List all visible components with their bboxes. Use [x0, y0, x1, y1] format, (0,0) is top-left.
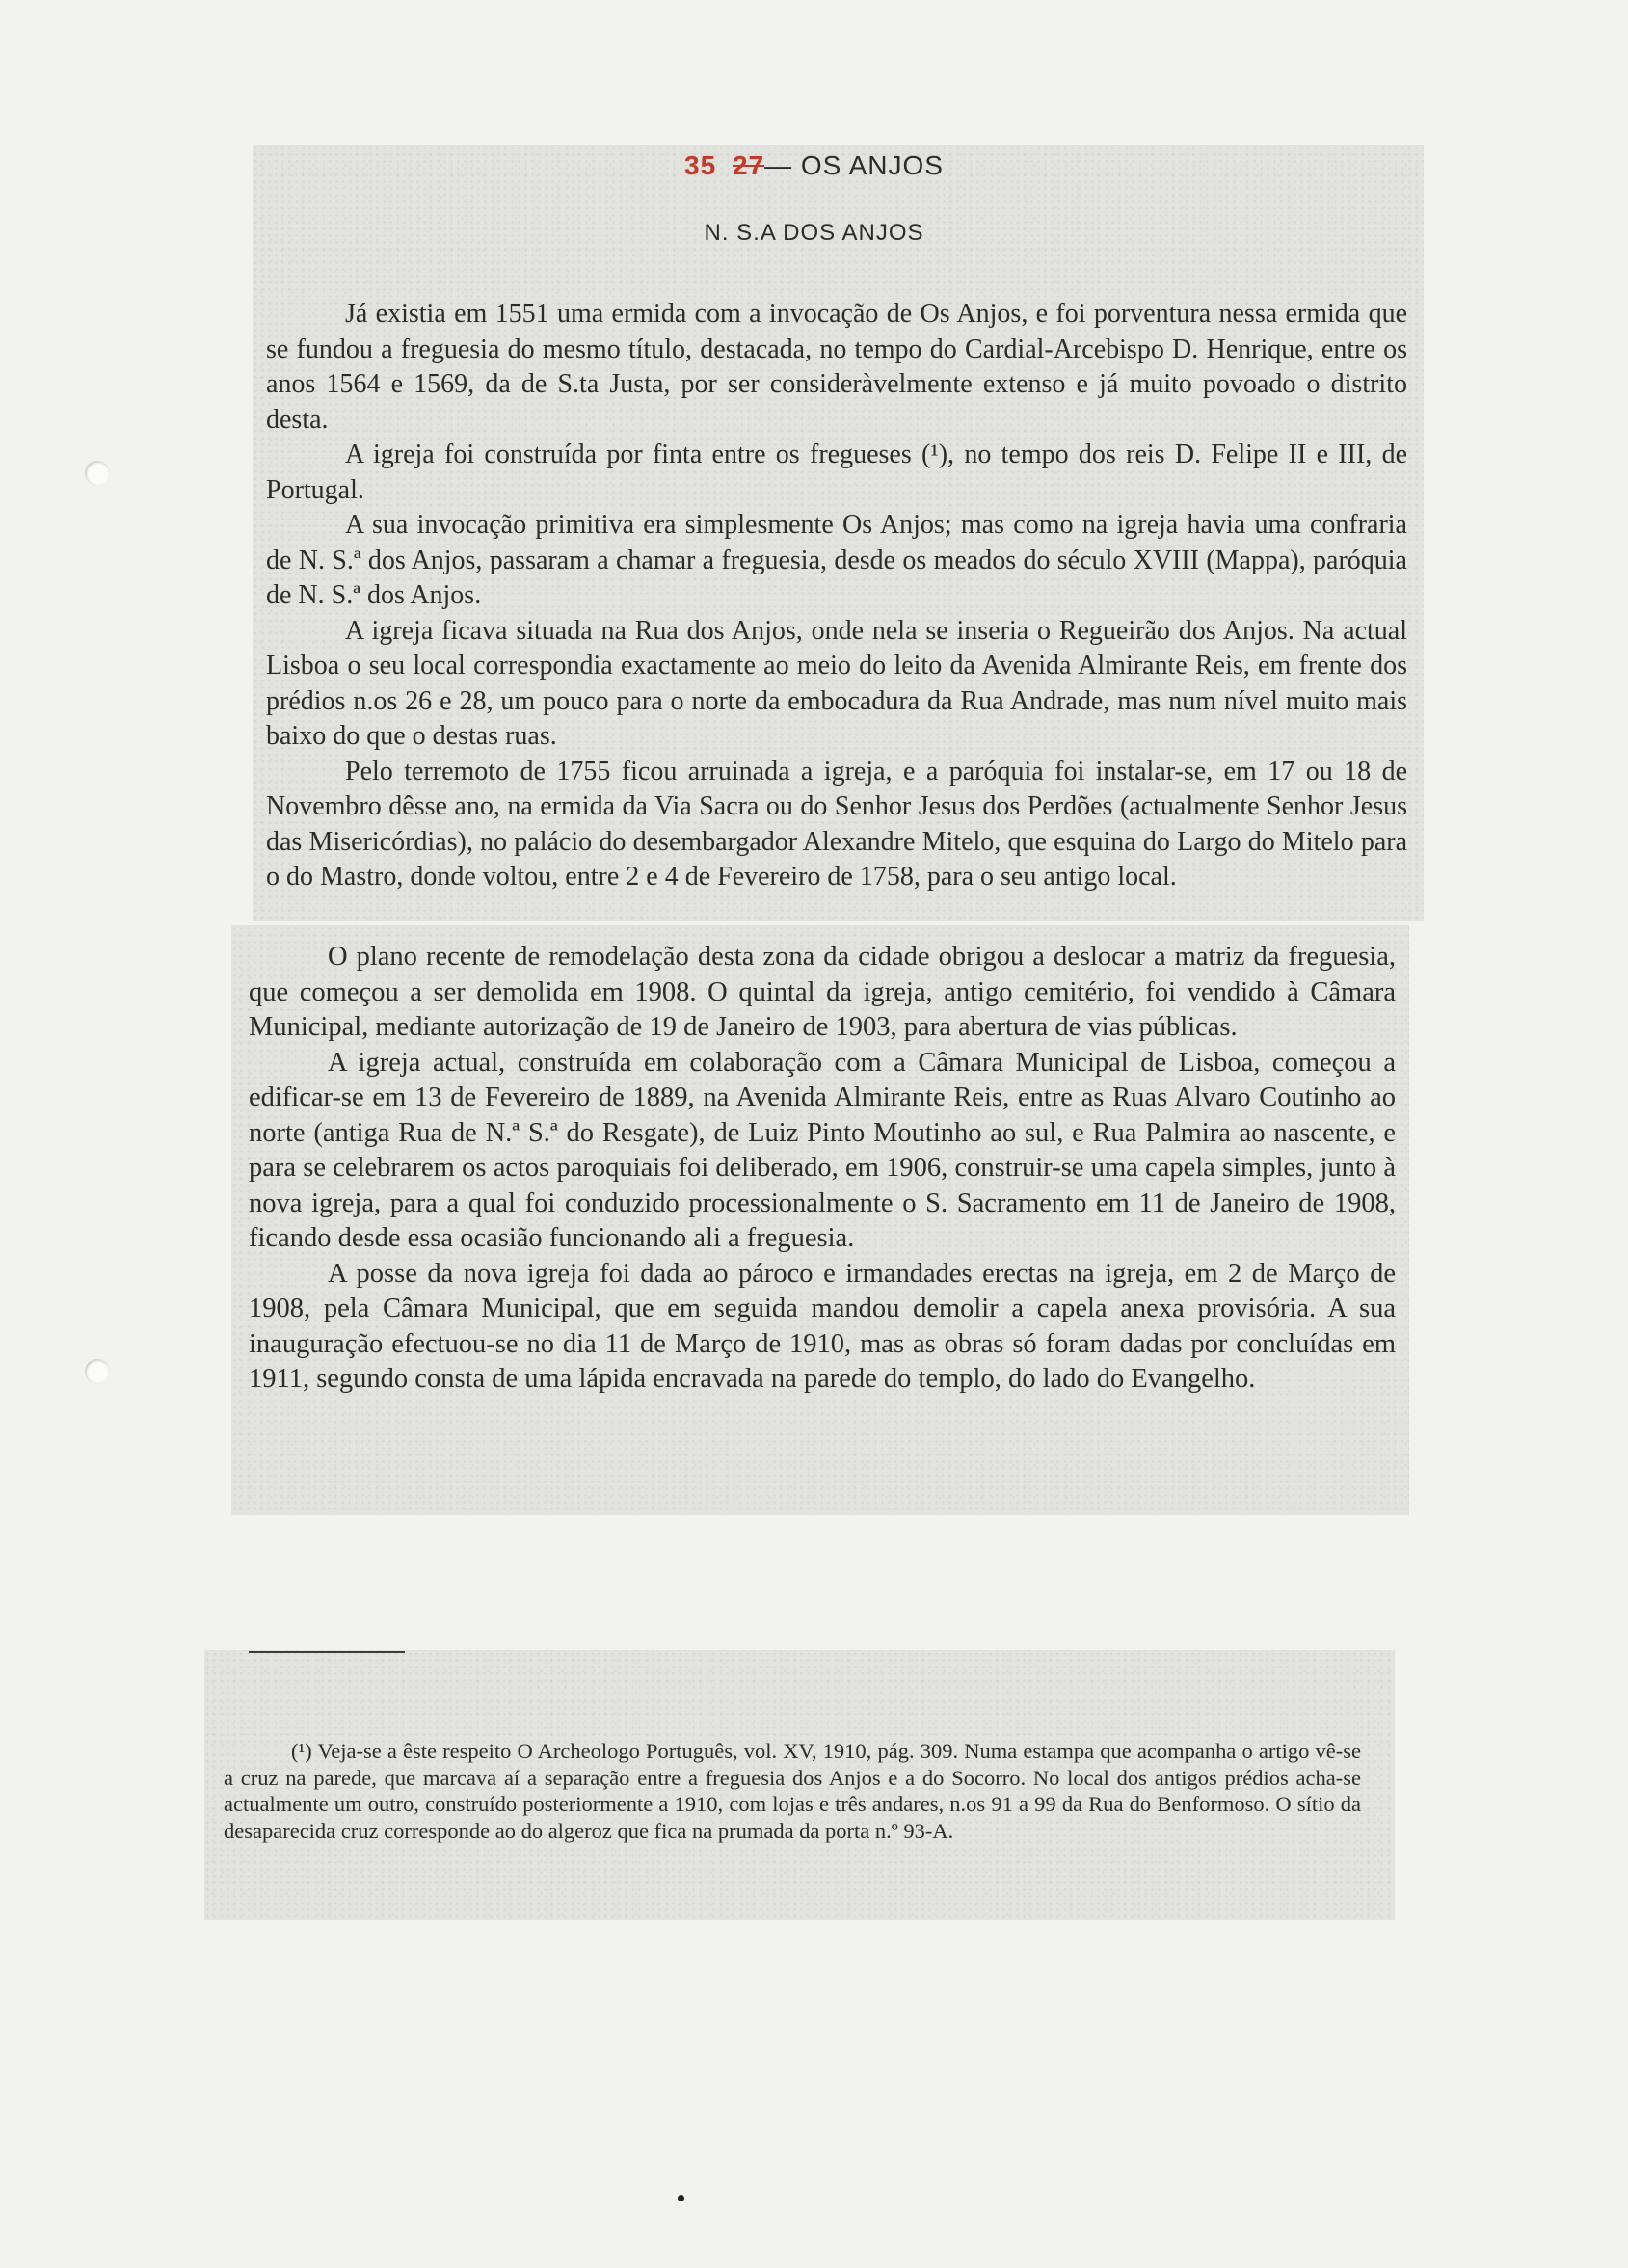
paragraph-3: A sua invocação primitiva era simplesmente Os Anjos; mas como na igreja havia uma confraria de N. S.ª dos Anjos, passaram a chamar a freguesia, desde os meados do século XVIII (Mappa), paróquia de N. S.ª dos Anjos.	[266, 510, 1407, 610]
page-subtitle: N. S.A DOS ANJOS	[704, 220, 924, 246]
crossed-page-number: 27	[732, 150, 765, 180]
paragraph-4: A igreja ficava situada na Rua dos Anjos, onde nela se inseria o Regueirão dos Anjos. Na actual Lisboa o seu local correspondia exactamente ao meio do leito da Avenida Almirante Reis, em frente dos prédios n.os 26 e 28, um pouco para o norte da embocadura da Rua Andrade, mas num nível muito mais baixo do que o destas ruas.	[266, 615, 1407, 751]
body-text-lower	[249, 940, 1396, 1398]
punch-hole-top	[85, 461, 110, 486]
footnote	[224, 1738, 1361, 1844]
section-title: — OS ANJOS	[764, 150, 944, 180]
page-mark-dot	[678, 2195, 684, 2201]
page-header	[0, 150, 1628, 181]
body-text-upper	[266, 297, 1407, 895]
paragraph-8: A posse da nova igreja foi dada ao pároco e irmandades erectas na igreja, em 2 de Março de 1908, pela Câmara Municipal, que em seguida mandou demolir a capela anexa provisória. A sua inauguração efectuou-se no dia 11 de Março de 1910, mas as obras só foram dadas por concluídas em 1911, segundo consta de uma lápida encravada na parede do templo, do lado do Evangelho.	[249, 1258, 1396, 1394]
paragraph-6: O plano recente de remodelação desta zona da cidade obrigou a deslocar a matriz da freguesia, que começou a ser demolida em 1908. O quintal da igreja, antigo cemitério, foi vendido à Câmara Municipal, mediante autorização de 19 de Janeiro de 1903, para abertura de vias públicas.	[249, 942, 1396, 1042]
paragraph-5: Pelo terremoto de 1755 ficou arruinada a igreja, e a paróquia foi instalar-se, em 17 ou 18 de Novembro dêsse ano, na ermida da Via Sacra ou do Senhor Jesus dos Perdões (actualmente Senhor Jesus das Misericórdias), no palácio do desembargador Alexandre Mitelo, que esquina do Largo do Mitelo para o do Mastro, donde voltou, entre 2 e 4 de Fevereiro de 1758, para o seu antigo local.	[266, 756, 1407, 892]
footnote-rule	[249, 1651, 405, 1653]
punch-hole-bottom	[85, 1359, 110, 1384]
paragraph-7: A igreja actual, construída em colaboração com a Câmara Municipal de Lisboa, começou a edificar-se em 13 de Fevereiro de 1889, na Avenida Almirante Reis, entre as Ruas Alvaro Coutinho ao norte (antiga Rua de N.ª S.ª do Resgate), de Luiz Pinto Moutinho ao sul, e Rua Palmira ao nascente, e para se celebrarem os actos paroquiais foi deliberado, em 1906, construir-se uma capela simples, junto à nova igreja, para a qual foi conduzido processionalmente o S. Sacramento em 11 de Janeiro de 1908, ficando desde essa ocasião funcionando ali a freguesia.	[249, 1047, 1396, 1253]
footnote-text: (¹) Veja-se a êste respeito O Archeologo Português, vol. XV, 1910, pág. 309. Numa estampa que acompanha o artigo vê-se a cruz na parede, que marcava aí a separação entre a freguesia dos Anjos e a do Socorro. No local dos antigos prédios acha-se actualmente um outro, construído posteriormente a 1910, com lojas e três andares, n.os 91 a 99 da Rua do Benformoso. O sítio da desaparecida cruz corresponde ao do algeroz que fica na prumada da porta n.º 93-A.	[224, 1739, 1361, 1843]
page-number: 35	[684, 150, 717, 180]
paragraph-1: Já existia em 1551 uma ermida com a invocação de Os Anjos, e foi porventura nessa ermida que se fundou a freguesia do mesmo título, destacada, no tempo do Cardial-Arcebispo D. Henrique, entre os anos 1564 e 1569, da de S.ta Justa, por ser consideràvelmente extenso e já muito povoado o distrito desta.	[266, 299, 1407, 435]
paragraph-2: A igreja foi construída por finta entre os fregueses (¹), no tempo dos reis D. Felipe II e III, de Portugal.	[266, 440, 1407, 505]
